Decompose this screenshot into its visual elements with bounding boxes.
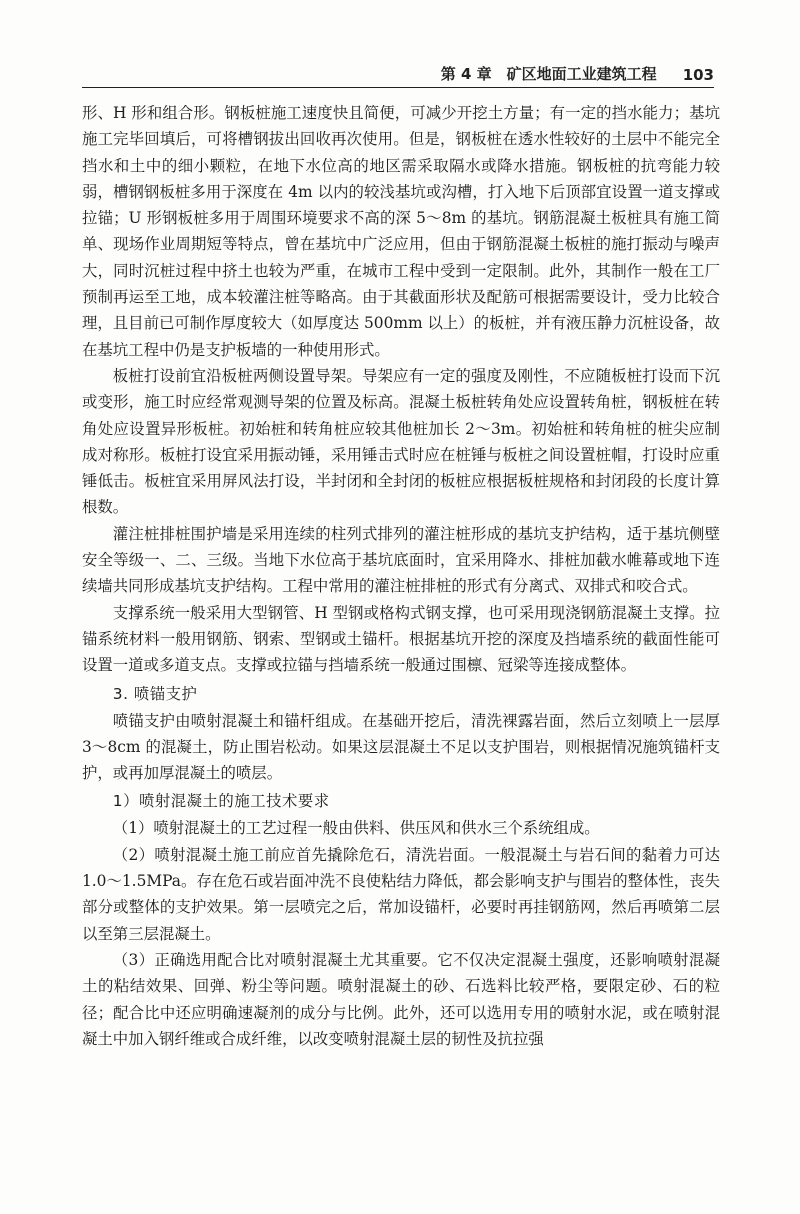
chapter-title: 第 4 章 矿区地面工业建筑工程: [440, 65, 657, 83]
list-item-3: （3）正确选用配合比对喷射混凝土尤其重要。它不仅决定混凝土强度，还影响喷射混凝土的粘结效果、回弹、粉尘等问题。喷射混凝土的砂、石选料比较严格，要限定砂、石的粒径；配合比中还应明确速凝剂的成分与比例。此外，还可以选用专用的喷射水泥，或在喷射混凝土中加入钢纤维或合成纤维，以改变喷射混凝土层的韧性及抗拉强: [82, 950, 720, 1048]
running-header: [82, 58, 714, 88]
list-item-1: （1）喷射混凝土的工艺过程一般由供料、供压风和供水三个系统组成。: [112, 819, 600, 838]
page-number: 103: [682, 66, 714, 84]
paragraph-shotcrete-intro: 喷锚支护由喷射混凝土和锚杆组成。在基础开挖后，清洗裸露岩面，然后立刻喷上一层厚 3～8cm 的混凝土，防止围岩松动。如果这层混凝土不足以支护围岩，则根据情况施筑锚杆支护，或再加厚混凝土的喷层。: [82, 711, 720, 783]
paragraph-pile-driving: 板桩打设前宜沿板桩两侧设置导架。导架应有一定的强度及刚性，不应随板桩打设而下沉或变形，施工时应经常观测导架的位置及标高。混凝土板桩转角处应设置转角桩，钢板桩在转角处应设置异形板桩。初始桩和转角桩应较其他桩加长 2～3m。初始桩和转角桩的桩尖应制成对称形。板桩打设宜采用振动锤，采用锤击式时应在桩锤与板桩之间设置桩帽，打设时应重锤低击。板桩宜采用屏风法打设，半封闭和全封闭的板桩应根据板桩规格和封闭段的长度计算根数。: [82, 366, 720, 517]
section-heading-shotcrete-anchor: 3. 喷锚支护: [112, 684, 198, 703]
paragraph-steel-sheet-pile: 形、H 形和组合形。钢板桩施工速度快且简便，可减少开挖土方量；有一定的挡水能力；基坑施工完毕回填后，可将槽钢拔出回收再次使用。但是，钢板桩在透水性较好的土层中不能完全挡水和土中的细小颗粒，在地下水位高的地区需采取隔水或降水措施。钢板桩的抗弯能力较弱，槽钢钢板桩多用于深度在 4m 以内的较浅基坑或沟槽，打入地下后顶部宜设置一道支撑或拉锚；U 形钢板桩多用于周围环境要求不高的深 5～8m 的基坑。钢筋混凝土板桩具有施工简单、现场作业周期短等特点，曾在基坑中广泛应用，但由于钢筋混凝土板桩的施打振动与噪声大，同时沉桩过程中挤土也较为严重，在城市工程中受到一定限制。此外，其制作一般在工厂预制再运至工地，成本较灌注桩等略高。由于其截面形状及配筋可根据需要设计，受力比较合理，且目前已可制作厚度较大（如厚度达 500mm 以上）的板桩，并有液压静力沉桩设备，故在基坑工程中仍是支护板墙的一种使用形式。: [82, 104, 720, 359]
paragraph-support-system: 支撑系统一般采用大型钢管、H 型钢或格构式钢支撑，也可采用现浇钢筋混凝土支撑。拉锚系统材料一般用钢筋、钢索、型钢或土锚杆。根据基坑开挖的深度及挡墙系统的截面性能可设置一道或多道支点。支撑或拉锚与挡墙系统一般通过围檩、冠梁等连接成整体。: [82, 603, 720, 675]
page-body: [82, 100, 720, 1052]
subsection-heading-shotcrete-requirements: 1）喷射混凝土的施工技术要求: [112, 792, 330, 811]
paragraph-bored-pile-wall: 灌注桩排桩围护墙是采用连续的柱列式排列的灌注桩形成的基坑支护结构，适于基坑侧壁安全等级一、二、三级。当地下水位高于基坑底面时，宜采用降水、排桩加截水帷幕或地下连续墙共同形成基坑支护结构。工程中常用的灌注桩排桩的形式有分离式、双排式和咬合式。: [82, 524, 720, 596]
list-item-2: （2）喷射混凝土施工前应首先撬除危石，清洗岩面。一般混凝土与岩石间的黏着力可达 1.0～1.5MPa。存在危石或岩面冲洗不良使粘结力降低，都会影响支护与围岩的整体性，丧失部分或整体的支护效果。第一层喷完之后，常加设锚杆，必要时再挂钢筋网，然后再喷第二层以至第三层混凝土。: [82, 845, 720, 943]
